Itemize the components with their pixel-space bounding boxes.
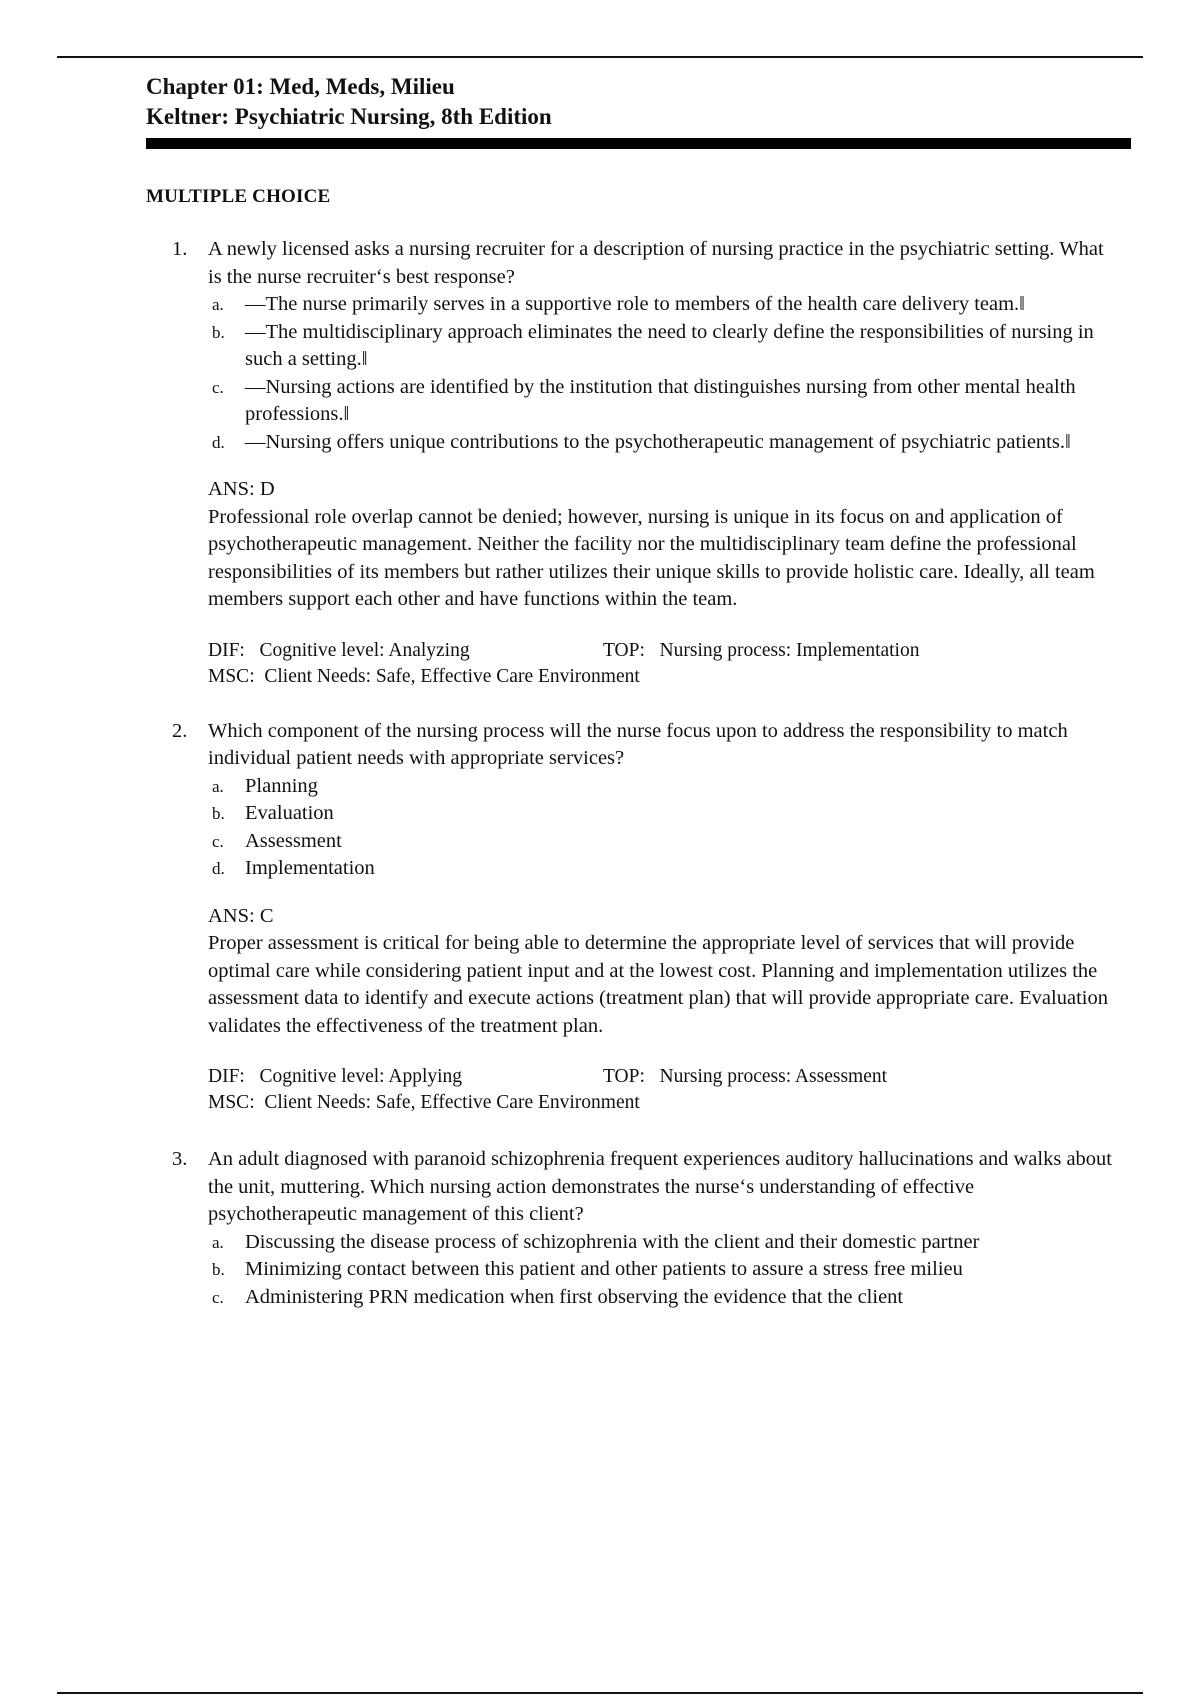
- option-letter: b.: [212, 322, 225, 342]
- question-number: 1.: [172, 238, 188, 260]
- dif-label: DIF:: [208, 1066, 245, 1087]
- question-stem: An adult diagnosed with paranoid schizophrenia frequent experiences auditory hallucinations and walks about the unit, muttering. Which nursing action demonstrates the nurse‘s understanding of effective psychotherapeutic management of this client?: [208, 1148, 1113, 1225]
- option-a: [208, 291, 1120, 319]
- option-text: ―The multidisciplinary approach eliminates the need to clearly define the responsibilities of nursing in such a setting.‖: [245, 320, 1094, 370]
- option-text: ―Nursing actions are identified by the institution that distinguishes nursing from other mental health professions.‖: [245, 375, 1076, 425]
- option-letter: a.: [212, 1232, 224, 1252]
- rationale: Proper assessment is critical for being able to determine the appropriate level of services that will provide optimal care while considering patient input and at the lowest cost. Planning and implementation utilizes the assessment data to identify and execute actions (treatment plan) that will provide appropriate care. Evaluation validates the effectiveness of the treatment plan.: [208, 932, 1108, 1037]
- option-letter: d.: [212, 859, 225, 878]
- question-list: [0, 236, 1200, 1311]
- option-letter: c.: [212, 1287, 224, 1307]
- top-rule: [57, 56, 1143, 58]
- top-label: TOP:: [603, 1066, 645, 1087]
- question-1: [0, 236, 1200, 690]
- msc-label: MSC:: [208, 665, 255, 687]
- option-text: Implementation: [245, 857, 375, 879]
- msc-value: Client Needs: Safe, Effective Care Environment: [264, 665, 640, 687]
- option-letter: b.: [212, 804, 225, 823]
- option-list: [208, 773, 1120, 883]
- answer-block: [208, 903, 1120, 1041]
- question-stem: Which component of the nursing process will the nurse focus upon to address the responsibility to match individual patient needs with appropriate services?: [208, 719, 1068, 769]
- option-letter: a.: [212, 295, 224, 314]
- document-header: [146, 72, 1131, 149]
- option-d: [208, 855, 1120, 883]
- option-c: [208, 374, 1120, 429]
- option-letter: b.: [212, 1260, 225, 1279]
- msc-value: Client Needs: Safe, Effective Care Environment: [264, 1092, 640, 1113]
- option-list: [208, 291, 1120, 456]
- question-metadata: [208, 1064, 1120, 1116]
- msc-label: MSC:: [208, 1092, 255, 1113]
- option-text: Planning: [245, 774, 318, 797]
- option-text: Minimizing contact between this patient and other patients to assure a stress free milieu: [245, 1258, 963, 1280]
- question-3: [0, 1146, 1200, 1311]
- option-text: Evaluation: [245, 802, 334, 824]
- option-text: Administering PRN medication when first observing the evidence that the client: [245, 1285, 904, 1308]
- option-letter: d.: [212, 432, 225, 452]
- rationale: Professional role overlap cannot be denied; however, nursing is unique in its focus on and application of psychotherapeutic management. Neither the facility nor the multidisciplinary team define the professional responsibilities of its members but rather utilizes their unique skills to provide holistic care. Ideally, all team members support each other and have functions within the team.: [208, 505, 1095, 610]
- option-text: Discussing the disease process of schizophrenia with the client and their domestic partner: [245, 1230, 980, 1253]
- top-value: Nursing process: Assessment: [659, 1066, 888, 1087]
- section-title: MULTIPLE CHOICE: [146, 186, 331, 207]
- dif-value: Cognitive level: Applying: [259, 1066, 463, 1087]
- option-a: [208, 1229, 1120, 1257]
- option-letter: c.: [212, 831, 224, 851]
- option-letter: c.: [212, 377, 224, 397]
- question-metadata: [208, 638, 1120, 690]
- dif-value: Cognitive level: Analyzing: [259, 639, 470, 661]
- dif-label: DIF:: [208, 639, 245, 661]
- option-c: [208, 1284, 1120, 1312]
- book-title: Keltner: Psychiatric Nursing, 8th Edition: [146, 104, 552, 129]
- chapter-title: Chapter 01: Med, Meds, Milieu: [146, 74, 455, 99]
- bottom-rule: [57, 1692, 1143, 1694]
- option-a: [208, 773, 1120, 801]
- option-b: [208, 800, 1120, 828]
- top-label: TOP:: [603, 639, 645, 661]
- option-b: [208, 319, 1120, 374]
- option-text: Assessment: [245, 829, 342, 852]
- answer-key: ANS: D: [208, 478, 275, 500]
- header-rule: [146, 138, 1131, 149]
- question-number: 2.: [172, 719, 188, 742]
- option-d: [208, 429, 1120, 457]
- top-value: Nursing process: Implementation: [659, 639, 920, 661]
- answer-key: ANS: C: [208, 904, 274, 927]
- answer-block: [208, 476, 1120, 614]
- question-2: [0, 718, 1200, 1117]
- option-text: ―Nursing offers unique contributions to the psychotherapeutic management of psychiatric patients.‖: [245, 430, 1071, 453]
- question-stem: A newly licensed asks a nursing recruiter for a description of nursing practice in the psychiatric setting. What is the nurse recruiter‘s best response?: [208, 238, 1104, 288]
- option-c: [208, 828, 1120, 856]
- option-letter: a.: [212, 776, 224, 796]
- option-list: [208, 1229, 1120, 1312]
- option-b: [208, 1256, 1120, 1284]
- question-number: 3.: [172, 1148, 188, 1170]
- option-text: ―The nurse primarily serves in a supportive role to members of the health care delivery team.‖: [245, 293, 1025, 315]
